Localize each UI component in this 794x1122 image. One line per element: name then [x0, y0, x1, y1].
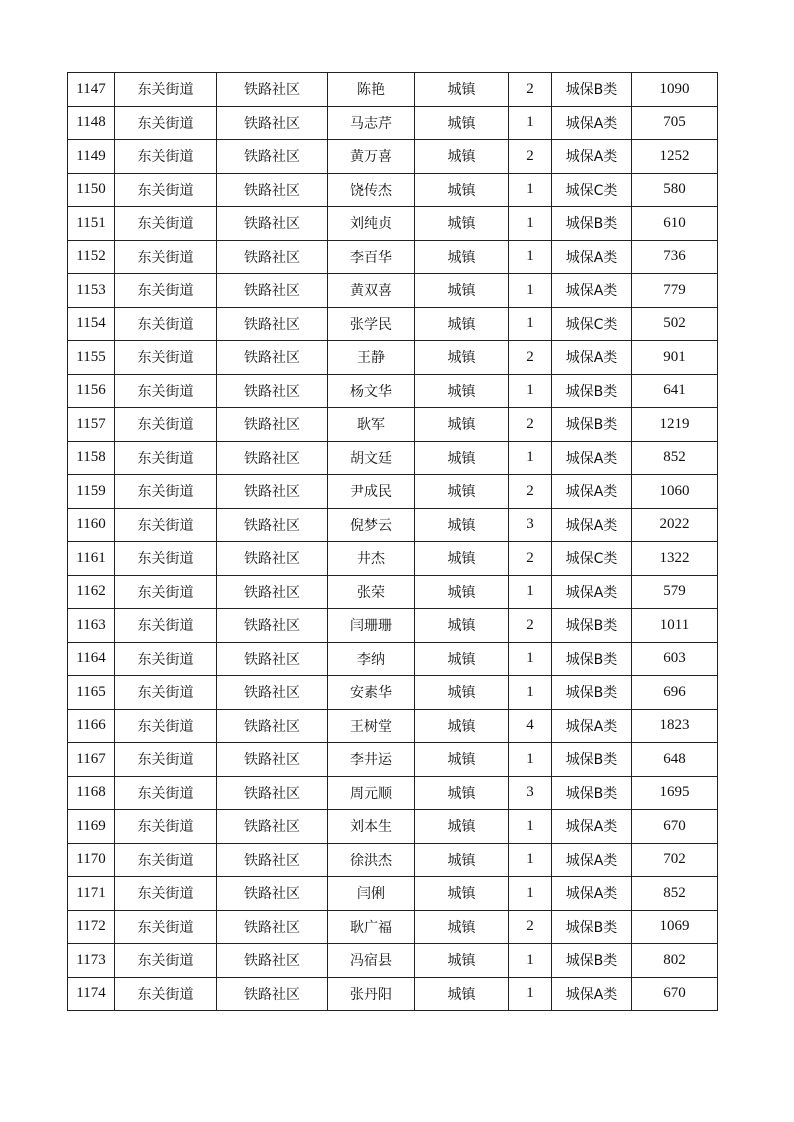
cell-household-size: 4 — [509, 709, 552, 743]
cell-household-size: 3 — [509, 776, 552, 810]
cell-community: 铁路社区 — [217, 408, 328, 442]
cell-serial: 1157 — [68, 408, 115, 442]
cell-area: 城镇 — [415, 106, 509, 140]
cell-area: 城镇 — [415, 173, 509, 207]
table-row — [68, 709, 718, 743]
cell-household-size: 1 — [509, 274, 552, 308]
cell-street: 东关街道 — [115, 910, 217, 944]
cell-household-size: 1 — [509, 240, 552, 274]
cell-household-size: 1 — [509, 743, 552, 777]
cell-serial: 1151 — [68, 207, 115, 241]
cell-area: 城镇 — [415, 408, 509, 442]
table-row — [68, 944, 718, 978]
cell-name: 王树堂 — [328, 709, 415, 743]
cell-street: 东关街道 — [115, 140, 217, 174]
cell-street: 东关街道 — [115, 810, 217, 844]
cell-area: 城镇 — [415, 207, 509, 241]
cell-community: 铁路社区 — [217, 441, 328, 475]
cell-area: 城镇 — [415, 575, 509, 609]
table-row — [68, 508, 718, 542]
cell-name: 黄双喜 — [328, 274, 415, 308]
table-row — [68, 910, 718, 944]
cell-household-size: 1 — [509, 676, 552, 710]
cell-street: 东关街道 — [115, 609, 217, 643]
cell-category: 城保B类 — [552, 910, 632, 944]
cell-amount: 579 — [632, 575, 718, 609]
cell-area: 城镇 — [415, 374, 509, 408]
table-row — [68, 207, 718, 241]
cell-street: 东关街道 — [115, 843, 217, 877]
cell-serial: 1163 — [68, 609, 115, 643]
cell-amount: 670 — [632, 810, 718, 844]
cell-category: 城保B类 — [552, 944, 632, 978]
cell-area: 城镇 — [415, 508, 509, 542]
cell-serial: 1166 — [68, 709, 115, 743]
cell-serial: 1161 — [68, 542, 115, 576]
cell-amount: 603 — [632, 642, 718, 676]
cell-household-size: 1 — [509, 843, 552, 877]
cell-category: 城保A类 — [552, 274, 632, 308]
cell-category: 城保B类 — [552, 609, 632, 643]
cell-serial: 1153 — [68, 274, 115, 308]
cell-category: 城保A类 — [552, 508, 632, 542]
cell-serial: 1154 — [68, 307, 115, 341]
cell-name: 饶传杰 — [328, 173, 415, 207]
cell-category: 城保B类 — [552, 207, 632, 241]
cell-community: 铁路社区 — [217, 676, 328, 710]
cell-category: 城保A类 — [552, 475, 632, 509]
cell-area: 城镇 — [415, 73, 509, 107]
cell-name: 李井运 — [328, 743, 415, 777]
cell-amount: 670 — [632, 977, 718, 1011]
cell-street: 东关街道 — [115, 575, 217, 609]
cell-category: 城保B类 — [552, 73, 632, 107]
cell-community: 铁路社区 — [217, 274, 328, 308]
cell-serial: 1164 — [68, 642, 115, 676]
cell-area: 城镇 — [415, 274, 509, 308]
cell-household-size: 1 — [509, 173, 552, 207]
cell-area: 城镇 — [415, 642, 509, 676]
cell-area: 城镇 — [415, 877, 509, 911]
cell-household-size: 2 — [509, 408, 552, 442]
cell-area: 城镇 — [415, 676, 509, 710]
cell-area: 城镇 — [415, 709, 509, 743]
cell-amount: 705 — [632, 106, 718, 140]
table-row — [68, 274, 718, 308]
cell-street: 东关街道 — [115, 73, 217, 107]
cell-area: 城镇 — [415, 475, 509, 509]
cell-name: 李纳 — [328, 642, 415, 676]
cell-community: 铁路社区 — [217, 508, 328, 542]
table-row — [68, 877, 718, 911]
cell-amount: 1219 — [632, 408, 718, 442]
table-row — [68, 642, 718, 676]
cell-amount: 1069 — [632, 910, 718, 944]
cell-household-size: 2 — [509, 542, 552, 576]
cell-amount: 580 — [632, 173, 718, 207]
cell-household-size: 2 — [509, 475, 552, 509]
cell-category: 城保B类 — [552, 642, 632, 676]
cell-amount: 852 — [632, 877, 718, 911]
cell-category: 城保A类 — [552, 441, 632, 475]
table-row — [68, 408, 718, 442]
cell-serial: 1168 — [68, 776, 115, 810]
table-row — [68, 173, 718, 207]
cell-community: 铁路社区 — [217, 207, 328, 241]
cell-area: 城镇 — [415, 910, 509, 944]
cell-street: 东关街道 — [115, 776, 217, 810]
cell-amount: 648 — [632, 743, 718, 777]
cell-area: 城镇 — [415, 140, 509, 174]
cell-household-size: 2 — [509, 910, 552, 944]
table-row — [68, 810, 718, 844]
cell-category: 城保A类 — [552, 341, 632, 375]
cell-area: 城镇 — [415, 743, 509, 777]
cell-serial: 1160 — [68, 508, 115, 542]
cell-street: 东关街道 — [115, 341, 217, 375]
cell-household-size: 1 — [509, 374, 552, 408]
table-row — [68, 240, 718, 274]
cell-name: 张荣 — [328, 575, 415, 609]
cell-street: 东关街道 — [115, 877, 217, 911]
cell-community: 铁路社区 — [217, 374, 328, 408]
cell-amount: 852 — [632, 441, 718, 475]
cell-serial: 1162 — [68, 575, 115, 609]
table-row — [68, 475, 718, 509]
cell-serial: 1158 — [68, 441, 115, 475]
cell-category: 城保A类 — [552, 240, 632, 274]
table-row — [68, 341, 718, 375]
table-body — [68, 73, 718, 1011]
cell-community: 铁路社区 — [217, 977, 328, 1011]
cell-community: 铁路社区 — [217, 106, 328, 140]
cell-amount: 702 — [632, 843, 718, 877]
cell-serial: 1155 — [68, 341, 115, 375]
cell-name: 陈艳 — [328, 73, 415, 107]
cell-community: 铁路社区 — [217, 307, 328, 341]
cell-household-size: 1 — [509, 944, 552, 978]
cell-name: 安素华 — [328, 676, 415, 710]
cell-category: 城保B类 — [552, 776, 632, 810]
cell-amount: 1322 — [632, 542, 718, 576]
cell-community: 铁路社区 — [217, 173, 328, 207]
cell-area: 城镇 — [415, 944, 509, 978]
cell-category: 城保B类 — [552, 374, 632, 408]
cell-street: 东关街道 — [115, 441, 217, 475]
cell-category: 城保A类 — [552, 140, 632, 174]
cell-area: 城镇 — [415, 843, 509, 877]
cell-name: 徐洪杰 — [328, 843, 415, 877]
cell-category: 城保A类 — [552, 977, 632, 1011]
cell-category: 城保B类 — [552, 743, 632, 777]
cell-amount: 802 — [632, 944, 718, 978]
cell-category: 城保B类 — [552, 408, 632, 442]
cell-serial: 1173 — [68, 944, 115, 978]
cell-amount: 1060 — [632, 475, 718, 509]
cell-name: 冯宿县 — [328, 944, 415, 978]
cell-household-size: 1 — [509, 575, 552, 609]
cell-area: 城镇 — [415, 240, 509, 274]
cell-household-size: 2 — [509, 609, 552, 643]
cell-household-size: 1 — [509, 642, 552, 676]
cell-street: 东关街道 — [115, 274, 217, 308]
cell-amount: 1823 — [632, 709, 718, 743]
cell-community: 铁路社区 — [217, 73, 328, 107]
cell-street: 东关街道 — [115, 944, 217, 978]
cell-amount: 1011 — [632, 609, 718, 643]
cell-street: 东关街道 — [115, 207, 217, 241]
cell-amount: 901 — [632, 341, 718, 375]
cell-name: 耿广福 — [328, 910, 415, 944]
cell-name: 李百华 — [328, 240, 415, 274]
cell-serial: 1169 — [68, 810, 115, 844]
cell-serial: 1171 — [68, 877, 115, 911]
cell-amount: 1090 — [632, 73, 718, 107]
cell-household-size: 3 — [509, 508, 552, 542]
cell-street: 东关街道 — [115, 676, 217, 710]
cell-serial: 1170 — [68, 843, 115, 877]
cell-street: 东关街道 — [115, 977, 217, 1011]
cell-community: 铁路社区 — [217, 575, 328, 609]
cell-street: 东关街道 — [115, 408, 217, 442]
cell-street: 东关街道 — [115, 743, 217, 777]
cell-serial: 1152 — [68, 240, 115, 274]
cell-community: 铁路社区 — [217, 843, 328, 877]
table-row — [68, 542, 718, 576]
table-row — [68, 609, 718, 643]
cell-community: 铁路社区 — [217, 609, 328, 643]
table-row — [68, 575, 718, 609]
cell-community: 铁路社区 — [217, 341, 328, 375]
cell-name: 井杰 — [328, 542, 415, 576]
cell-name: 胡文廷 — [328, 441, 415, 475]
cell-amount: 736 — [632, 240, 718, 274]
cell-serial: 1174 — [68, 977, 115, 1011]
cell-household-size: 1 — [509, 877, 552, 911]
cell-serial: 1172 — [68, 910, 115, 944]
cell-community: 铁路社区 — [217, 877, 328, 911]
cell-street: 东关街道 — [115, 173, 217, 207]
cell-name: 马志芹 — [328, 106, 415, 140]
cell-community: 铁路社区 — [217, 140, 328, 174]
cell-name: 闫珊珊 — [328, 609, 415, 643]
cell-area: 城镇 — [415, 810, 509, 844]
cell-name: 刘本生 — [328, 810, 415, 844]
table-row — [68, 441, 718, 475]
cell-category: 城保A类 — [552, 877, 632, 911]
cell-area: 城镇 — [415, 307, 509, 341]
cell-community: 铁路社区 — [217, 542, 328, 576]
cell-category: 城保A类 — [552, 709, 632, 743]
table-row — [68, 374, 718, 408]
cell-name: 张丹阳 — [328, 977, 415, 1011]
cell-amount: 779 — [632, 274, 718, 308]
table-row — [68, 106, 718, 140]
cell-street: 东关街道 — [115, 307, 217, 341]
cell-category: 城保A类 — [552, 843, 632, 877]
cell-community: 铁路社区 — [217, 776, 328, 810]
cell-community: 铁路社区 — [217, 240, 328, 274]
cell-community: 铁路社区 — [217, 910, 328, 944]
cell-street: 东关街道 — [115, 240, 217, 274]
cell-category: 城保C类 — [552, 542, 632, 576]
cell-amount: 641 — [632, 374, 718, 408]
cell-category: 城保C类 — [552, 173, 632, 207]
cell-category: 城保B类 — [552, 676, 632, 710]
cell-amount: 610 — [632, 207, 718, 241]
cell-area: 城镇 — [415, 341, 509, 375]
table-row — [68, 977, 718, 1011]
table-row — [68, 307, 718, 341]
cell-serial: 1147 — [68, 73, 115, 107]
cell-serial: 1156 — [68, 374, 115, 408]
cell-community: 铁路社区 — [217, 944, 328, 978]
cell-street: 东关街道 — [115, 542, 217, 576]
cell-community: 铁路社区 — [217, 709, 328, 743]
cell-amount: 1252 — [632, 140, 718, 174]
cell-area: 城镇 — [415, 977, 509, 1011]
cell-street: 东关街道 — [115, 374, 217, 408]
cell-household-size: 1 — [509, 810, 552, 844]
cell-street: 东关街道 — [115, 642, 217, 676]
cell-area: 城镇 — [415, 609, 509, 643]
cell-community: 铁路社区 — [217, 475, 328, 509]
data-table — [67, 72, 718, 1011]
cell-name: 耿军 — [328, 408, 415, 442]
cell-street: 东关街道 — [115, 709, 217, 743]
cell-area: 城镇 — [415, 441, 509, 475]
cell-community: 铁路社区 — [217, 810, 328, 844]
cell-name: 黄万喜 — [328, 140, 415, 174]
cell-household-size: 1 — [509, 307, 552, 341]
cell-name: 周元顺 — [328, 776, 415, 810]
cell-household-size: 1 — [509, 106, 552, 140]
table-row — [68, 676, 718, 710]
cell-serial: 1150 — [68, 173, 115, 207]
cell-category: 城保A类 — [552, 575, 632, 609]
cell-serial: 1159 — [68, 475, 115, 509]
cell-name: 杨文华 — [328, 374, 415, 408]
cell-name: 刘纯贞 — [328, 207, 415, 241]
cell-category: 城保C类 — [552, 307, 632, 341]
cell-category: 城保A类 — [552, 810, 632, 844]
cell-name: 张学民 — [328, 307, 415, 341]
table-row — [68, 743, 718, 777]
cell-street: 东关街道 — [115, 508, 217, 542]
cell-category: 城保A类 — [552, 106, 632, 140]
cell-household-size: 1 — [509, 207, 552, 241]
cell-street: 东关街道 — [115, 106, 217, 140]
cell-serial: 1165 — [68, 676, 115, 710]
cell-serial: 1148 — [68, 106, 115, 140]
cell-name: 闫俐 — [328, 877, 415, 911]
table-row — [68, 843, 718, 877]
cell-household-size: 2 — [509, 140, 552, 174]
cell-area: 城镇 — [415, 542, 509, 576]
cell-household-size: 1 — [509, 441, 552, 475]
table-row — [68, 140, 718, 174]
cell-community: 铁路社区 — [217, 743, 328, 777]
cell-community: 铁路社区 — [217, 642, 328, 676]
cell-amount: 2022 — [632, 508, 718, 542]
table-row — [68, 776, 718, 810]
cell-name: 尹成民 — [328, 475, 415, 509]
cell-name: 倪梦云 — [328, 508, 415, 542]
cell-serial: 1167 — [68, 743, 115, 777]
cell-household-size: 1 — [509, 977, 552, 1011]
cell-street: 东关街道 — [115, 475, 217, 509]
cell-amount: 502 — [632, 307, 718, 341]
cell-area: 城镇 — [415, 776, 509, 810]
table-row — [68, 73, 718, 107]
cell-household-size: 2 — [509, 341, 552, 375]
cell-amount: 696 — [632, 676, 718, 710]
cell-amount: 1695 — [632, 776, 718, 810]
cell-household-size: 2 — [509, 73, 552, 107]
cell-name: 王静 — [328, 341, 415, 375]
cell-serial: 1149 — [68, 140, 115, 174]
